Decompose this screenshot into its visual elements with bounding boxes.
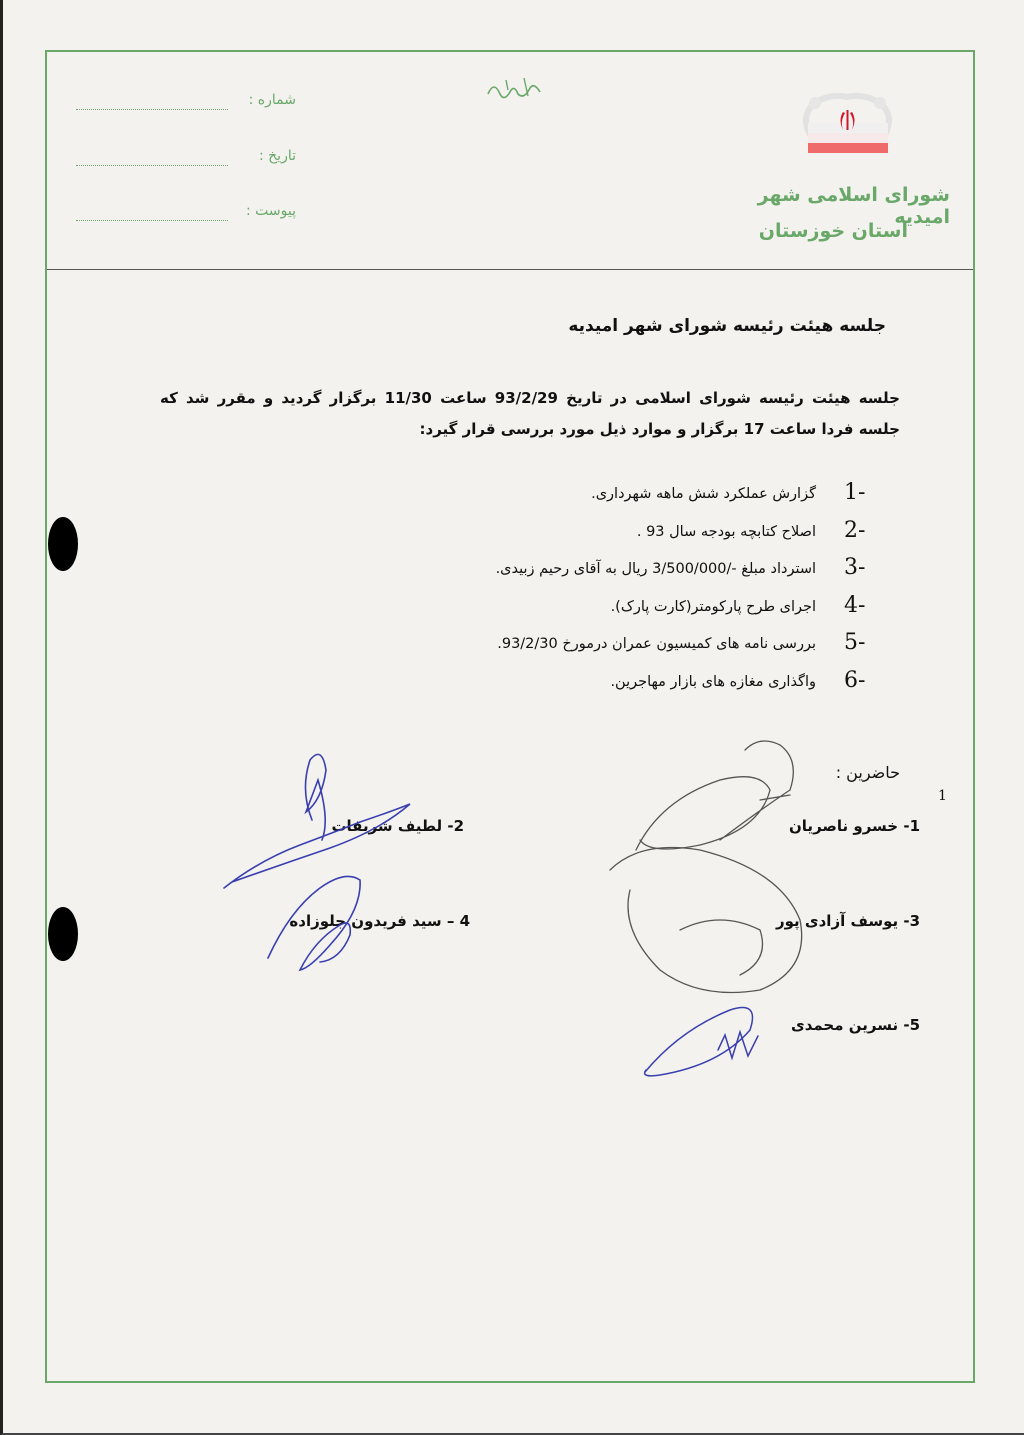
attendee-3: 3- یوسف آزادی پور [775,912,920,930]
date-label: تاریخ : [258,148,296,164]
council-name: شورای اسلامی شهر امیدیه [757,184,950,228]
number-field [76,92,300,116]
number-dotted-line [76,109,228,110]
bismillah-calligraphy-icon [480,72,550,108]
agenda-item-number: 4- [844,592,866,618]
header-divider [47,269,973,270]
agenda-item-number: 6- [844,667,866,693]
attendee-4: 4 – سید فریدون جلوزاده [289,912,470,930]
agenda-item [400,630,880,668]
intro-paragraph: جلسه هیئت رئیسه شورای اسلامی در تاریخ 93/2/29 ساعت 11/30 برگزار گردید و مقرر شد که جلسه فردا ساعت 17 برگزار و موارد ذیل مورد بررسی قرار گیرد: [160,389,900,438]
agenda-item [400,555,880,593]
agenda-item [400,518,880,556]
agenda-item-number: 5- [844,630,866,655]
province-name: استان خوزستان [758,220,908,242]
agenda-item-text: اصلاح کتابچه بودجه سال 93 . [636,523,816,540]
date-field [76,148,300,172]
number-label: شماره : [248,92,296,108]
attendee-2: 2- لطیف شریفات [331,817,464,835]
agenda-item [400,480,880,518]
agenda-item-number: 3- [844,555,866,580]
attachment-field [76,203,300,227]
iran-emblem-icon [790,85,905,165]
attachment-label: پیوست : [246,203,296,219]
agenda-item-text: بررسی نامه های کمیسیون عمران درمورخ 93/2/30. [497,636,816,652]
bismillah-calligraphy [480,72,550,108]
agenda-item [400,668,880,706]
page-border [45,50,975,1383]
agenda-item-text: گزارش عملکرد شش ماهه شهرداری. [591,486,816,502]
date-dotted-line [76,165,228,166]
punch-hole [48,907,78,961]
agenda-list [400,480,880,705]
attendee-5: 5- نسرین محمدی [790,1016,920,1034]
attendee-1: 1- خسرو ناصریان [789,817,920,835]
punch-hole [48,517,78,571]
agenda-item [400,593,880,631]
attendees-heading: حاضرین : [835,763,900,782]
agenda-item-text: اجرای طرح پارکومتر(کارت پارک). [610,598,816,615]
side-mark: 1 [938,788,947,804]
attachment-dotted-line [76,220,228,221]
document-title: جلسه هیئت رئیسه شورای شهر امیدیه [568,316,886,336]
agenda-item-text: استرداد مبلغ -/3/500/000 ریال به آقای رحیم زبیدی. [495,561,816,577]
agenda-item-number: 2- [844,517,866,543]
agenda-item-number: 1- [844,480,866,505]
agenda-item-text: واگذاری مغازه های بازار مهاجرین. [610,673,816,690]
